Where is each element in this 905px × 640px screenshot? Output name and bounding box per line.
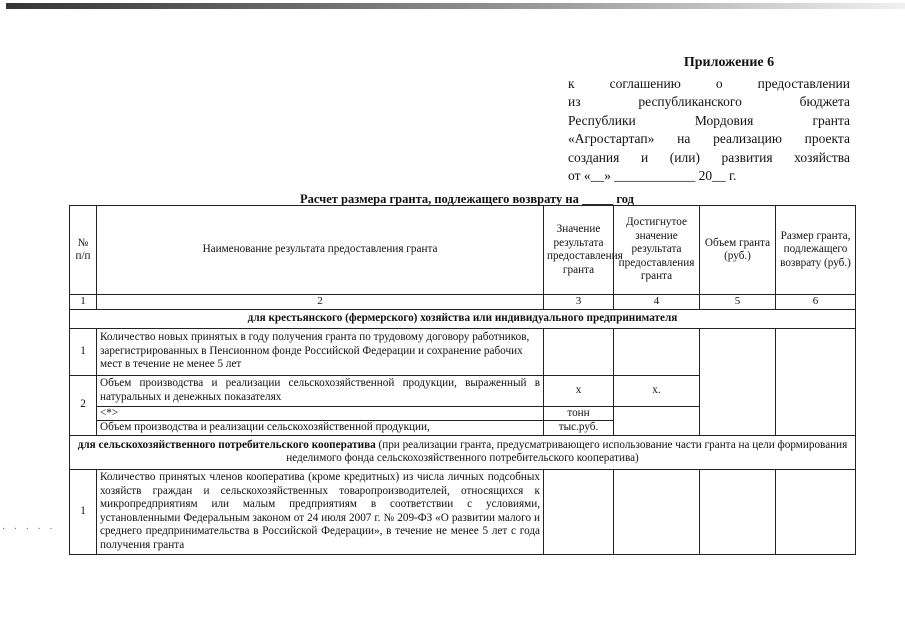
section-heading-bold: для сельскохозяйственного потребительского кооператива [77, 438, 376, 451]
header-num: № п/п [70, 206, 97, 295]
table-row [70, 469, 856, 554]
header-volume: Объем гранта (руб.) [700, 206, 776, 295]
achieved-cell [614, 328, 700, 375]
appendix-title: Приложение 6 [683, 55, 775, 70]
margin-scan-marks: · · · · · [2, 524, 56, 535]
header-refund: Размер гранта, подлежащего возврату (руб.) [776, 206, 856, 295]
appendix-line: создания и (или) развития хозяйства [568, 149, 850, 165]
section-heading-rest: (при реализации гранта, предусматривающего использование части гранта на цели формирования неделимого фонда сельскохозяйственного потребительского кооператива) [286, 438, 848, 464]
row-number: 2 [70, 375, 97, 435]
table-row [70, 328, 856, 375]
document-title: Расчет размера гранта, подлежащего возврату на _____ год [300, 192, 634, 206]
col-number: 1 [70, 295, 97, 310]
section-heading-text: для крестьянского (фермерского) хозяйства или индивидуального предпринимателя [70, 309, 856, 328]
unit-cell: тонн [544, 406, 614, 421]
achieved-cell [614, 469, 700, 554]
scan-edge-artifact [6, 3, 905, 9]
header-value: Значение результата предоставления гранта [544, 206, 614, 295]
row-text: Количество новых принятых в году получения гранта по трудовому договору работников, зарегистрированных в Пенсионном фонде Российской Федерации и сохранение рабочих мест в течение не менее 5 лет [97, 328, 544, 375]
appendix-block [568, 54, 850, 186]
row-text: <*> [97, 406, 544, 421]
volume-cell [700, 469, 776, 554]
appendix-line: Республики Мордовия гранта [568, 112, 850, 128]
appendix-date-line: от «__» ____________ 20__ г. [568, 168, 737, 183]
value-cell [544, 328, 614, 375]
row-text: Количество принятых членов кооператива (кроме кредитных) из числа личных подсобных хозяйств граждан и сельскохозяйственных товаропроизводителей, относящихся к микропредприятиям или малым предприятиям в соответствии с условиями, установленными Федеральным законом от 24 июля 2007 г. № 209-ФЗ «О развитии малого и среднего предпринимательства в Российской Федерации», в течение не менее 5 лет с года получения гранта [97, 469, 544, 554]
col-number: 2 [97, 295, 544, 310]
row-number: 1 [70, 469, 97, 554]
col-number: 3 [544, 295, 614, 310]
col-number: 6 [776, 295, 856, 310]
col-number: 4 [614, 295, 700, 310]
header-achieved: Достигнутое значение результата предоставления гранта [614, 206, 700, 295]
appendix-line: к соглашению о предоставлении [568, 75, 850, 91]
row-number: 1 [70, 328, 97, 375]
section-heading-cooperative [70, 435, 856, 469]
section-heading-text [70, 435, 856, 469]
refund-cell [776, 328, 856, 435]
appendix-line: «Агростартап» на реализацию проекта [568, 131, 850, 146]
achieved-cell: х. [614, 375, 700, 406]
row-text: Объем производства и реализации сельскохозяйственной продукции, выраженный в натуральных и денежных показателях [97, 375, 544, 406]
table-header-row [70, 206, 856, 295]
appendix-line: из республиканского бюджета [568, 94, 850, 109]
refund-cell [776, 469, 856, 554]
row-text: Объем производства и реализации сельскохозяйственной продукции, [97, 421, 544, 436]
achieved-cell [614, 406, 700, 435]
grant-refund-table [69, 205, 856, 555]
volume-cell [700, 328, 776, 435]
unit-cell: тыс.руб. [544, 421, 614, 436]
value-cell [544, 469, 614, 554]
value-cell: х [544, 375, 614, 406]
column-number-row [70, 295, 856, 310]
header-name: Наименование результата предоставления гранта [97, 206, 544, 295]
col-number: 5 [700, 295, 776, 310]
section-heading-farm [70, 309, 856, 328]
